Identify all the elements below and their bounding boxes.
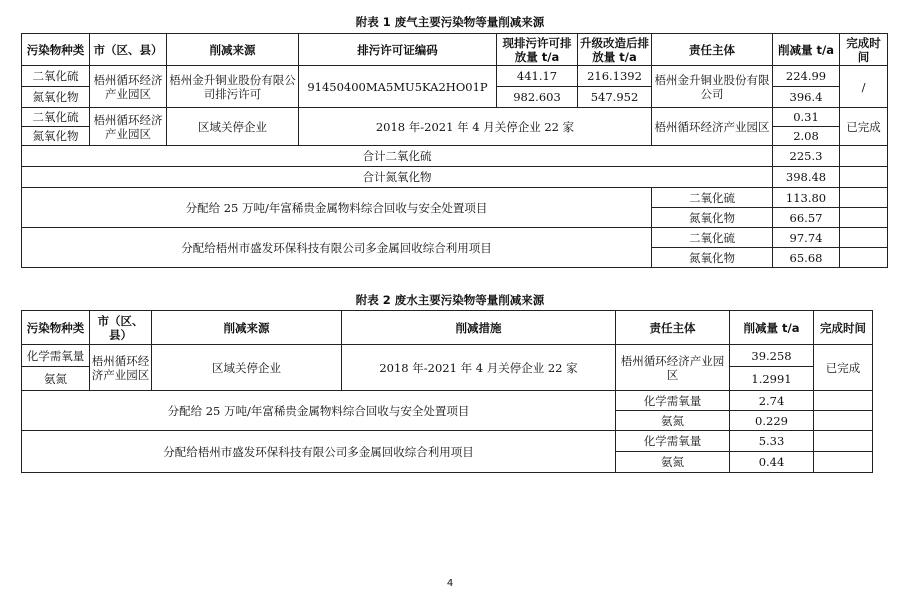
header-time: 完成时间 — [840, 34, 888, 66]
table2-caption: 附表 2 废水主要污染物等量削减来源 — [355, 293, 545, 307]
total-label: 合计氮氧化物 — [22, 167, 773, 188]
allocation-value: 97.74 — [773, 228, 840, 248]
allocation-value: 5.33 — [730, 431, 814, 452]
upgrade-emission-cell: 547.952 — [578, 87, 652, 108]
waste-water-reduction-table — [21, 310, 873, 473]
source-cell: 区域关停企业 — [152, 345, 342, 391]
empty-cell — [814, 391, 873, 411]
header-subject: 责任主体 — [616, 311, 730, 345]
waste-gas-reduction-table — [21, 33, 888, 268]
header-reduction: 削减量 t/a — [773, 34, 840, 66]
reduction-cell: 224.99 — [773, 66, 840, 87]
total-value: 225.3 — [773, 146, 840, 167]
table-row — [22, 66, 888, 87]
total-value: 398.48 — [773, 167, 840, 188]
header-source: 削减来源 — [152, 311, 342, 345]
empty-cell — [814, 452, 873, 473]
pollutant-cell: 化学需氧量 — [22, 345, 90, 367]
allocation-label: 分配给梧州市盛发环保科技有限公司多金属回收综合利用项目 — [22, 431, 616, 473]
pollutant-cell: 氨氮 — [22, 367, 90, 391]
permit-code-cell: 91450400MA5MU5KA2HO01P — [299, 66, 497, 108]
allocation-row — [22, 228, 888, 248]
reduction-cell: 0.31 — [773, 108, 840, 127]
subject-cell: 梧州金升铜业股份有限公司 — [652, 66, 773, 108]
header-upgrade-emission: 升级改造后排放量 t/a — [578, 34, 652, 66]
subject-cell: 梧州循环经济产业园区 — [616, 345, 730, 391]
city-cell: 梧州循环经济产业园区 — [90, 345, 152, 391]
empty-cell — [840, 208, 888, 228]
time-cell: / — [840, 66, 888, 108]
header-permit: 排污许可证编码 — [299, 34, 497, 66]
city-cell: 梧州循环经济产业园区 — [90, 66, 167, 108]
empty-cell — [840, 167, 888, 188]
city-cell: 梧州循环经济产业园区 — [90, 108, 167, 146]
allocation-pollutant: 氮氧化物 — [652, 248, 773, 268]
allocation-value: 2.74 — [730, 391, 814, 411]
allocation-value: 0.229 — [730, 411, 814, 431]
page-number: 4 — [446, 578, 454, 589]
header-reduction: 削减量 t/a — [730, 311, 814, 345]
allocation-label: 分配给 25 万吨/年富稀贵金属物料综合回收与安全处置项目 — [22, 391, 616, 431]
allocation-value: 65.68 — [773, 248, 840, 268]
empty-cell — [814, 411, 873, 431]
header-city: 市（区、县） — [90, 311, 152, 345]
allocation-pollutant: 二氧化硫 — [652, 228, 773, 248]
pollutant-cell: 氮氧化物 — [22, 127, 90, 146]
header-city: 市（区、县） — [90, 34, 167, 66]
allocation-pollutant: 氨氮 — [616, 411, 730, 431]
header-subject: 责任主体 — [652, 34, 773, 66]
total-label: 合计二氧化硫 — [22, 146, 773, 167]
total-row — [22, 167, 888, 188]
allocation-pollutant: 氨氮 — [616, 452, 730, 473]
allocation-row — [22, 391, 873, 411]
upgrade-emission-cell: 216.1392 — [578, 66, 652, 87]
allocation-label: 分配给 25 万吨/年富稀贵金属物料综合回收与安全处置项目 — [22, 188, 652, 228]
total-row — [22, 146, 888, 167]
reduction-cell: 39.258 — [730, 345, 814, 367]
current-emission-cell: 982.603 — [497, 87, 578, 108]
subject-cell: 梧州循环经济产业园区 — [652, 108, 773, 146]
table1-caption: 附表 1 废气主要污染物等量削减来源 — [355, 15, 545, 29]
allocation-pollutant: 二氧化硫 — [652, 188, 773, 208]
empty-cell — [840, 248, 888, 268]
allocation-pollutant: 化学需氧量 — [616, 431, 730, 452]
allocation-pollutant: 化学需氧量 — [616, 391, 730, 411]
allocation-pollutant: 氮氧化物 — [652, 208, 773, 228]
empty-cell — [840, 188, 888, 208]
header-measure: 削减措施 — [342, 311, 616, 345]
pollutant-cell: 二氧化硫 — [22, 108, 90, 127]
empty-cell — [840, 228, 888, 248]
time-cell: 已完成 — [814, 345, 873, 391]
measure-cell: 2018 年-2021 年 4 月关停企业 22 家 — [299, 108, 652, 146]
current-emission-cell: 441.17 — [497, 66, 578, 87]
table-row — [22, 345, 873, 367]
table-row — [22, 108, 888, 127]
source-cell: 梧州金升铜业股份有限公司排污许可 — [167, 66, 299, 108]
header-source: 削减来源 — [167, 34, 299, 66]
allocation-value: 66.57 — [773, 208, 840, 228]
empty-cell — [814, 431, 873, 452]
allocation-row — [22, 431, 873, 452]
reduction-cell: 396.4 — [773, 87, 840, 108]
header-pollutant: 污染物种类 — [22, 311, 90, 345]
allocation-row — [22, 188, 888, 208]
allocation-value: 0.44 — [730, 452, 814, 473]
header-time: 完成时间 — [814, 311, 873, 345]
pollutant-cell: 二氧化硫 — [22, 66, 90, 87]
empty-cell — [840, 146, 888, 167]
time-cell: 已完成 — [840, 108, 888, 146]
source-cell: 区域关停企业 — [167, 108, 299, 146]
allocation-value: 113.80 — [773, 188, 840, 208]
header-pollutant: 污染物种类 — [22, 34, 90, 66]
reduction-cell: 2.08 — [773, 127, 840, 146]
measure-cell: 2018 年-2021 年 4 月关停企业 22 家 — [342, 345, 616, 391]
pollutant-cell: 氮氧化物 — [22, 87, 90, 108]
reduction-cell: 1.2991 — [730, 367, 814, 391]
allocation-label: 分配给梧州市盛发环保科技有限公司多金属回收综合利用项目 — [22, 228, 652, 268]
header-current-emission: 现排污许可排放量 t/a — [497, 34, 578, 66]
